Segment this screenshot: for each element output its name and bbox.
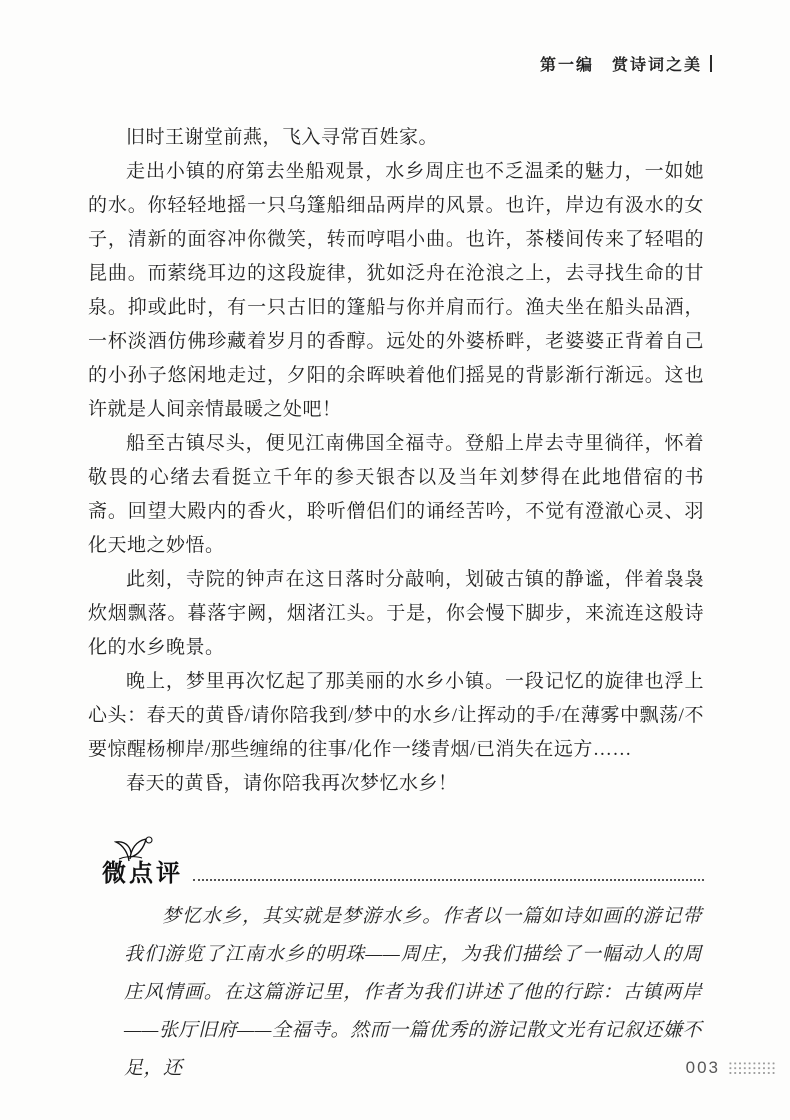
dot-pattern-icon [728, 1061, 776, 1075]
paragraph: 此刻，寺院的钟声在这日落时分敲响，划破古镇的静谧，伴着袅袅炊烟飘落。暮落宇阙，烟渚江头。于是，你会慢下脚步，来流连这般诗化的水乡晚景。 [88, 569, 704, 658]
section-title: 第一编 赏诗词之美 [539, 57, 702, 74]
review-badge [102, 838, 183, 886]
sprout-leaf-icon [114, 836, 156, 864]
article-body [88, 121, 704, 801]
review-text: 梦忆水乡，其实就是梦游水乡。作者以一篇如诗如画的游记带我们游览了江南水乡的明珠——周庄，为我们描绘了一幅动人的周庄风情画。在这篇游记里，作者为我们讲述了他的行踪：古镇两岸——张厅旧府——全福寺。然而一篇优秀的游记散文光有记叙还嫌不足，还 [124, 906, 702, 1079]
page-header [540, 52, 712, 75]
paragraph: 晚上，梦里再次忆起了那美丽的水乡小镇。一段记忆的旋律也浮上心头：春天的黄昏/请你陪我到/梦中的水乡/让挥动的手/在薄雾中飘荡/不要惊醒杨柳岸/那些缠绵的往事/化作一缕青烟/已消失在远方…… [88, 671, 704, 760]
poem-line: 旧时王谢堂前燕，飞入寻常百姓家。 [126, 127, 439, 148]
dotted-rule [193, 879, 704, 881]
page-number: 003 [685, 1058, 720, 1077]
page-footer [686, 1058, 776, 1078]
review-section [88, 838, 704, 1088]
paragraph: 船至古镇尽头，便见江南佛国全福寺。登船上岸去寺里徜徉，怀着敬畏的心绪去看挺立千年的参天银杏以及当年刘梦得在此地借宿的书斋。回望大殿内的香火，聆听僧侣们的诵经苦吟，不觉有澄澈心灵、羽化天地之妙悟。 [88, 433, 704, 556]
closing-line: 春天的黄昏，请你陪我再次梦忆水乡！ [126, 773, 458, 794]
review-header [88, 838, 704, 886]
paragraph: 走出小镇的府第去坐船观景，水乡周庄也不乏温柔的魅力，一如她的水。你轻轻地摇一只乌篷船细品两岸的风景。也许，岸边有汲水的女子，清新的面容冲你微笑，转而哼唱小曲。也许，茶楼间传来了轻唱的昆曲。而萦绕耳边的这段旋律，犹如泛舟在沧浪之上，去寻找生命的甘泉。抑或此时，有一只古旧的篷船与你并肩而行。渔夫坐在船头品酒，一杯淡酒仿佛珍藏着岁月的香醇。远处的外婆桥畔，老婆婆正背着自己的小孙子悠闲地走过，夕阳的余晖映着他们摇晃的背影渐行渐远。这也许就是人间亲情最暖之处吧！ [88, 161, 704, 420]
header-rule-icon [710, 55, 712, 72]
review-label: 微点评 [102, 860, 183, 887]
